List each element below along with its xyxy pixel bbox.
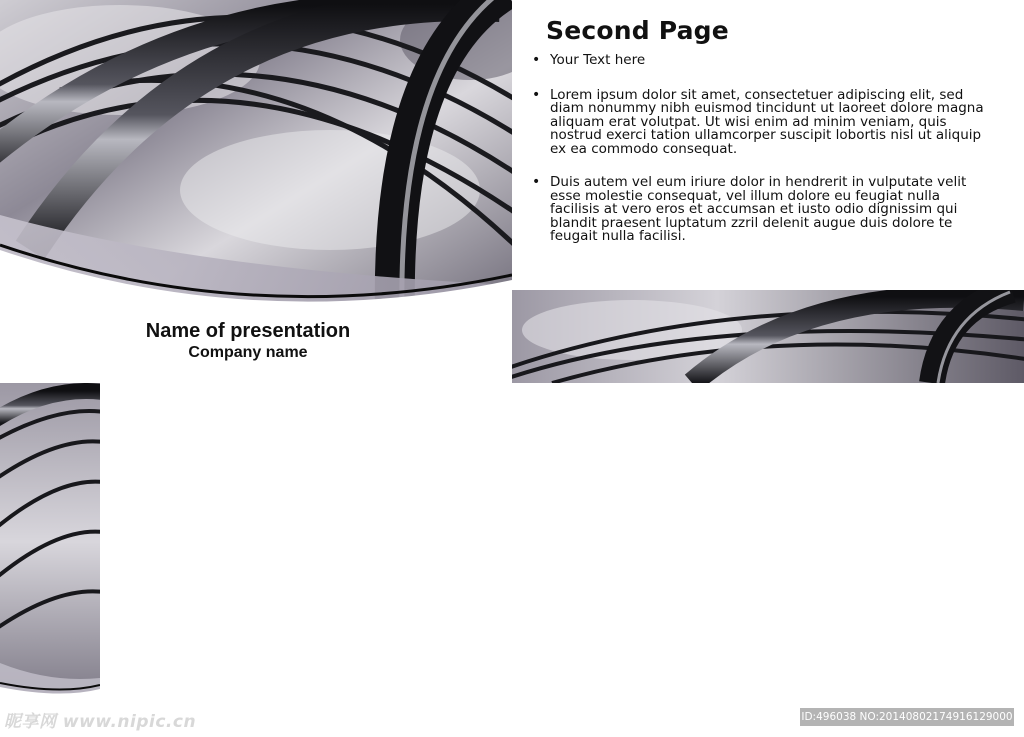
- presentation-title: Name of presentation: [145, 320, 351, 342]
- bullet-item: • Duis autem vel eum iriure dolor in hendrerit in vulputate velit esse molestie consequat, vel illum dolore eu feugiat nulla facilisis at vero eros et accumsan et iusto odio dignissim qui blandit praesent luptatum zzril delenit augue duis dolore te feugait nulla facilisi.: [530, 176, 990, 244]
- slide1-hero-image: [0, 0, 512, 316]
- slide2-banner-image: [512, 290, 1024, 383]
- slide3-side-image: [0, 383, 100, 701]
- watermark-id: ID:496038 NO:20140802174916129000: [800, 708, 1014, 726]
- bullet-list: [530, 54, 990, 264]
- page-title: Second Page: [546, 16, 729, 45]
- watermark-left: 昵享网 www.nipic.cn: [4, 712, 197, 732]
- bullet-item: • Lorem ipsum dolor sit amet, consectetuer adipiscing elit, sed diam nonummy nibh euismod tincidunt ut laoreet dolore magna aliquam erat volutpat. Ut wisi enim ad minim veniam, quis nostrud exerci tation ullamcorper suscipit lobortis nisl ut aliquip ex ea commodo consequat.: [530, 89, 990, 157]
- company-name: Company name: [188, 344, 308, 361]
- bullet-item: • Your Text here: [530, 54, 990, 68]
